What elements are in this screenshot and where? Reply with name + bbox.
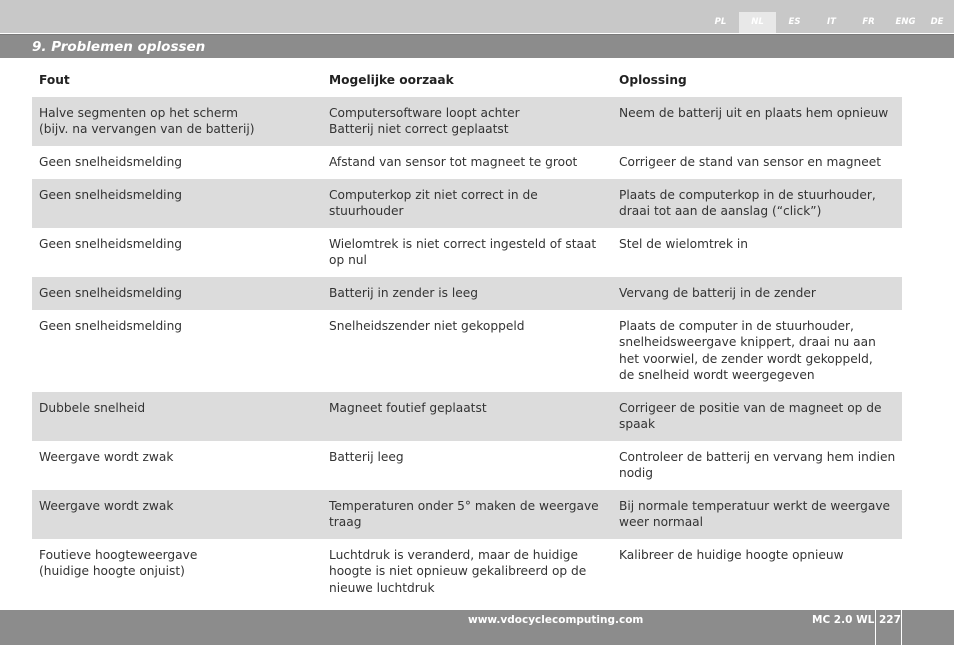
lang-fr[interactable]: FR xyxy=(862,17,875,27)
cell-text-line: het voorwiel, de zender wordt gekoppeld, xyxy=(619,351,873,366)
table-header-row xyxy=(32,64,902,97)
cell-text-line: Geen snelheidsmelding xyxy=(39,155,183,169)
oorzaak-cell xyxy=(322,228,612,277)
cell-text-line: Foutieve hoogteweergave xyxy=(39,548,198,562)
cell-text-line: Wielomtrek is niet correct ingesteld of staat xyxy=(329,237,597,251)
fout-cell xyxy=(32,441,322,490)
fout-cell xyxy=(32,392,322,441)
cell-text-line: Bij normale temperatuur werkt de weergave xyxy=(619,499,891,513)
top-bar xyxy=(0,0,954,33)
header-oplossing: Oplossing xyxy=(619,73,687,87)
table-row xyxy=(32,179,902,228)
cell-text-line: nieuwe luchtdruk xyxy=(329,580,435,595)
fout-cell xyxy=(32,179,322,228)
oorzaak-cell xyxy=(322,146,612,179)
cell-text-line: Weergave wordt zwak xyxy=(39,499,174,513)
footer xyxy=(0,610,954,645)
cell-text-line: Batterij leeg xyxy=(329,450,404,464)
fout-cell xyxy=(32,539,322,605)
oorzaak-cell xyxy=(322,97,612,146)
cell-text-line: spaak xyxy=(619,417,656,432)
section-title: 9. Problemen oplossen xyxy=(32,39,206,55)
cell-text-line: Neem de batterij uit en plaats hem opnieuw xyxy=(619,106,889,120)
page-number: 227 xyxy=(879,614,901,626)
fout-cell xyxy=(32,310,322,392)
cell-text-line: Computersoftware loopt achter xyxy=(329,106,520,120)
cell-text-line: Weergave wordt zwak xyxy=(39,450,174,464)
oplossing-cell xyxy=(612,228,902,277)
fout-cell xyxy=(32,277,322,310)
cell-text-line: Snelheidszender niet gekoppeld xyxy=(329,319,525,333)
oplossing-cell xyxy=(612,539,902,605)
cell-text-line: Computerkop zit niet correct in de xyxy=(329,188,538,202)
oorzaak-cell xyxy=(322,179,612,228)
oorzaak-cell xyxy=(322,392,612,441)
table-row xyxy=(32,228,902,277)
troubleshooting-table xyxy=(32,64,902,605)
cell-text-line: Corrigeer de stand van sensor en magneet xyxy=(619,155,882,169)
cell-text-line: Geen snelheidsmelding xyxy=(39,237,183,251)
cell-text-line: Kalibreer de huidige hoogte opnieuw xyxy=(619,548,844,562)
fout-cell xyxy=(32,490,322,539)
oorzaak-cell xyxy=(322,310,612,392)
section-title-bar xyxy=(0,34,954,58)
oorzaak-cell xyxy=(322,441,612,490)
cell-text-line: Geen snelheidsmelding xyxy=(39,319,183,333)
header-fout: Fout xyxy=(39,73,70,87)
fout-cell xyxy=(32,97,322,146)
cell-text-line: Stel de wielomtrek in xyxy=(619,237,749,251)
oplossing-cell xyxy=(612,277,902,310)
table-row xyxy=(32,490,902,539)
language-bar xyxy=(702,12,954,33)
table-row xyxy=(32,146,902,179)
cell-text-line: Batterij in zender is leeg xyxy=(329,286,478,300)
table-row xyxy=(32,277,902,310)
oplossing-cell xyxy=(612,490,902,539)
cell-text-line: Halve segmenten op het scherm xyxy=(39,106,239,120)
oplossing-cell xyxy=(612,392,902,441)
table-row xyxy=(32,97,902,146)
oorzaak-cell xyxy=(322,277,612,310)
lang-pl[interactable]: PL xyxy=(714,17,727,27)
cell-text-line: Corrigeer de positie van de magneet op de xyxy=(619,401,882,415)
footer-model: MC 2.0 WL xyxy=(812,614,875,626)
cell-text-line: op nul xyxy=(329,253,367,268)
lang-nl[interactable]: NL xyxy=(739,12,776,33)
lang-eng[interactable]: ENG xyxy=(895,17,916,27)
fout-cell xyxy=(32,228,322,277)
cell-text-line: weer normaal xyxy=(619,515,704,530)
lang-es[interactable]: ES xyxy=(788,17,801,27)
footer-divider xyxy=(875,610,876,645)
oplossing-cell xyxy=(612,146,902,179)
cell-text-line: (huidige hoogte onjuist) xyxy=(39,564,185,579)
table-row xyxy=(32,392,902,441)
cell-text-line: snelheidsweergave knippert, draai nu aan xyxy=(619,335,876,350)
cell-text-line: Vervang de batterij in de zender xyxy=(619,286,816,300)
cell-text-line: Plaats de computerkop in de stuurhouder, xyxy=(619,188,876,202)
oorzaak-cell xyxy=(322,490,612,539)
lang-it[interactable]: IT xyxy=(827,17,836,27)
fout-cell xyxy=(32,146,322,179)
footer-divider xyxy=(901,610,902,645)
cell-text-line: Magneet foutief geplaatst xyxy=(329,401,487,415)
cell-text-line: (bijv. na vervangen van de batterij) xyxy=(39,122,255,137)
oorzaak-cell xyxy=(322,539,612,605)
oplossing-cell xyxy=(612,97,902,146)
cell-text-line: Plaats de computer in de stuurhouder, xyxy=(619,319,854,333)
cell-text-line: Luchtdruk is veranderd, maar de huidige xyxy=(329,548,578,562)
oplossing-cell xyxy=(612,310,902,392)
cell-text-line: de snelheid wordt weergegeven xyxy=(619,367,815,382)
cell-text-line: traag xyxy=(329,515,362,530)
cell-text-line: draai tot aan de aanslag (“click”) xyxy=(619,204,822,219)
table-row xyxy=(32,441,902,490)
header-oorzaak: Mogelijke oorzaak xyxy=(329,73,454,87)
cell-text-line: Dubbele snelheid xyxy=(39,401,146,415)
cell-text-line: stuurhouder xyxy=(329,204,404,219)
cell-text-line: Geen snelheidsmelding xyxy=(39,188,183,202)
cell-text-line: Afstand van sensor tot magneet te groot xyxy=(329,155,578,169)
oplossing-cell xyxy=(612,441,902,490)
oplossing-cell xyxy=(612,179,902,228)
cell-text-line: Geen snelheidsmelding xyxy=(39,286,183,300)
lang-de[interactable]: DE xyxy=(930,17,944,27)
cell-text-line: Temperaturen onder 5° maken de weergave xyxy=(329,499,599,513)
table-row xyxy=(32,310,902,392)
footer-url[interactable]: www.vdocyclecomputing.com xyxy=(468,614,644,626)
table-row xyxy=(32,539,902,605)
cell-text-line: nodig xyxy=(619,466,654,481)
cell-text-line: hoogte is niet opnieuw gekalibreerd op de xyxy=(329,564,587,579)
cell-text-line: Controleer de batterij en vervang hem indien xyxy=(619,450,896,464)
cell-text-line: Batterij niet correct geplaatst xyxy=(329,122,509,137)
